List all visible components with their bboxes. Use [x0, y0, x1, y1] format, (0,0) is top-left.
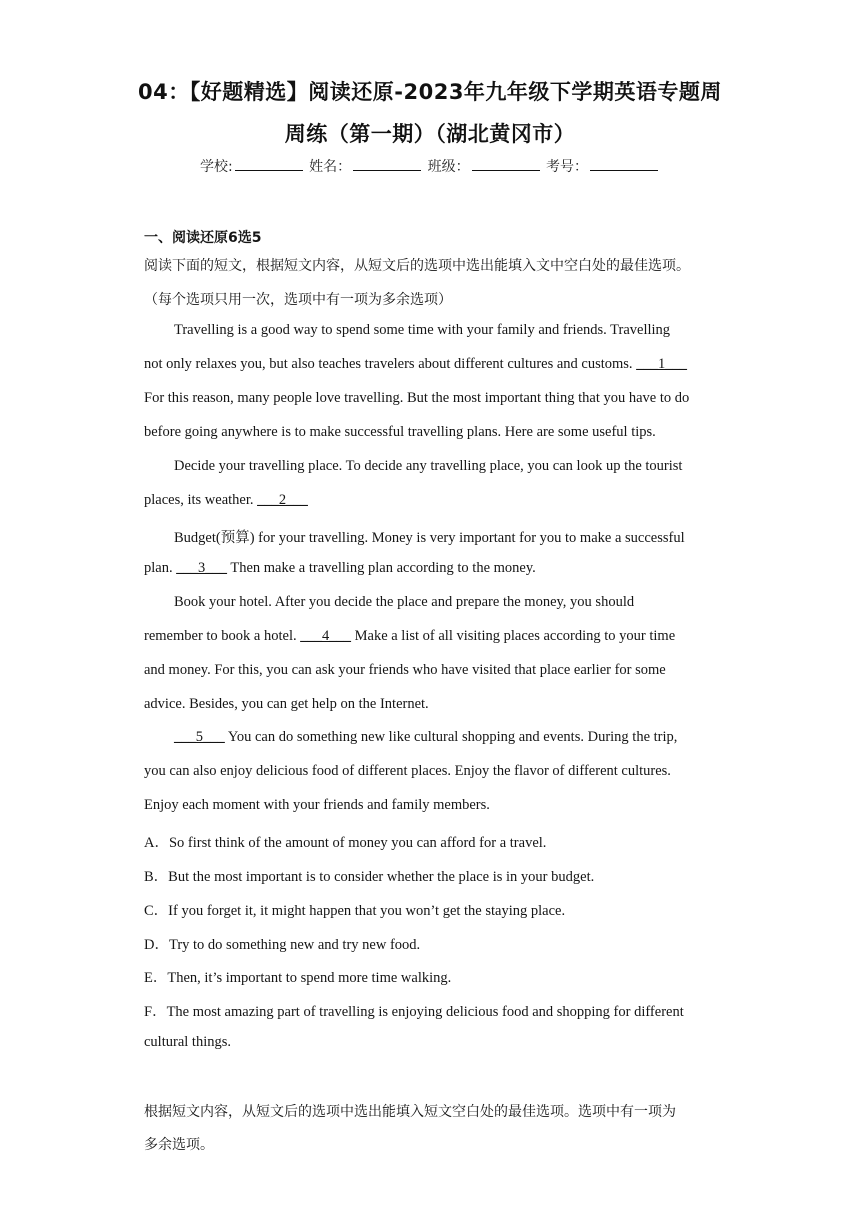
passage-line: before going anywhere is to make successful travelling plans. Here are some useful tips. — [144, 424, 656, 440]
passage-text: places, its weather. — [144, 492, 258, 508]
passage-text: Then make a travelling plan according to the money. — [226, 560, 536, 576]
section-instruction-2: （每个选项只用一次，选项中有一项为多余选项） — [144, 292, 452, 308]
blank-2: ___2___ — [257, 492, 308, 508]
passage-line: and money. For this, you can ask your friends who have visited that place earlier for some — [144, 662, 666, 678]
passage-line: Budget(预算) for your travelling. Money is very important for you to make a successful — [174, 530, 685, 546]
passage-line — [174, 729, 754, 746]
section-instruction-1: 阅读下面的短文，根据短文内容，从短文后的选项中选出能填入文中空白处的最佳选项。 — [144, 258, 690, 274]
option-e: E．Then, it’s important to spend more time walking. — [144, 970, 452, 986]
passage-line: Book your hotel. After you decide the place and prepare the money, you should — [174, 594, 635, 610]
passage-line: Decide your travelling place. To decide any travelling place, you can look up the tourist — [174, 458, 683, 474]
blank-5: ___5___ — [174, 729, 225, 745]
passage-line — [144, 628, 724, 645]
class-label: 班级： — [427, 159, 470, 175]
passage-line: Enjoy each moment with your friends and family members. — [144, 797, 490, 813]
passage-line: you can also enjoy delicious food of different places. Enjoy the flavor of different cultures. — [144, 763, 671, 779]
option-f-continued: cultural things. — [144, 1034, 231, 1050]
school-label: 学校: — [199, 159, 233, 175]
passage-text: plan. — [144, 560, 177, 576]
school-blank[interactable] — [235, 158, 303, 171]
section-heading: 一、阅读还原6选5 — [144, 230, 262, 246]
passage-line — [144, 492, 724, 509]
name-label: 姓名： — [309, 159, 352, 175]
document-title-line1: 04：【好题精选】阅读还原-2023年九年级下学期英语专题周 — [138, 80, 722, 104]
option-d: D．Try to do something new and try new food. — [144, 937, 421, 953]
footer-instruction-1: 根据短文内容，从短文后的选项中选出能填入短文空白处的最佳选项。选项中有一项为 — [144, 1104, 676, 1120]
class-blank[interactable] — [472, 158, 540, 171]
passage-line: Travelling is a good way to spend some time with your family and friends. Travelling — [174, 322, 671, 338]
passage-text: remember to book a hotel. — [144, 628, 301, 644]
passage-line — [144, 356, 724, 373]
document-title-line2: 周练（第一期）（湖北黄冈市） — [284, 122, 576, 146]
student-info-row — [0, 156, 860, 176]
blank-3: ___3___ — [176, 560, 227, 576]
option-c: C．If you forget it, it might happen that you won’t get the staying place. — [144, 903, 566, 919]
passage-line: advice. Besides, you can get help on the Internet. — [144, 696, 429, 712]
passage-text: You can do something new like cultural shopping and events. During the trip, — [224, 729, 678, 745]
option-b: B．But the most important is to consider whether the place is in your budget. — [144, 869, 595, 885]
option-a: A．So first think of the amount of money you can afford for a travel. — [144, 835, 547, 851]
passage-text: not only relaxes you, but also teaches travelers about different cultures and customs. — [144, 356, 637, 372]
blank-1: ___1___ — [636, 356, 687, 372]
passage-line: For this reason, many people love travelling. But the most important thing that you have to do — [144, 390, 690, 406]
passage-line — [144, 560, 724, 577]
blank-4: ___4___ — [300, 628, 351, 644]
exam-number-label: 考号： — [546, 159, 589, 175]
option-f: F．The most amazing part of travelling is enjoying delicious food and shopping for different — [144, 1004, 684, 1020]
exam-number-blank[interactable] — [590, 158, 658, 171]
footer-instruction-2: 多余选项。 — [144, 1137, 214, 1153]
name-blank[interactable] — [353, 158, 421, 171]
passage-text: Make a list of all visiting places according to your time — [350, 628, 676, 644]
